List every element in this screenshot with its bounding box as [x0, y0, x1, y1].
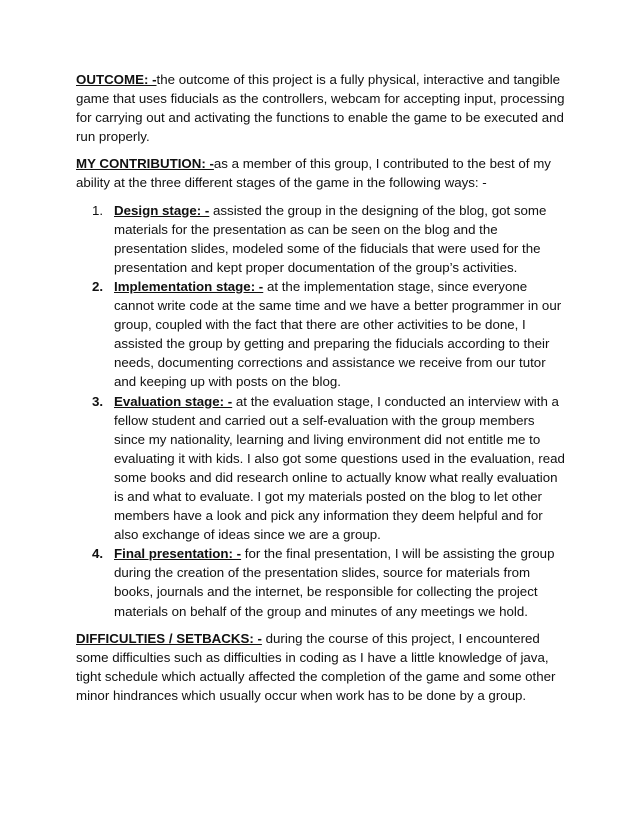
implementation-stage-heading: Implementation stage: - — [114, 278, 264, 294]
list-number: 4. — [92, 546, 104, 562]
final-presentation-heading: Final presentation: - — [114, 546, 242, 562]
design-stage-text: assisted the group in the designing of the blog, got some materials for the presentation as can be seen on the blog and the presentation slides, modeled some of the fiducials that were used for the presentation and kept proper documentation of the group’s activities. — [114, 202, 547, 275]
document-body — [76, 70, 568, 713]
list-item-final-presentation — [76, 544, 568, 620]
contribution-heading: MY CONTRIBUTION: - — [76, 156, 214, 172]
design-stage-heading: Design stage: - — [114, 202, 210, 218]
evaluation-stage-heading: Evaluation stage: - — [114, 393, 233, 409]
list-item-evaluation-stage — [76, 392, 568, 545]
list-number: 2. — [92, 278, 104, 294]
list-number: 3. — [92, 393, 104, 409]
difficulties-text: during the course of this project, I encountered some difficulties such as difficulties in coding as I have a little knowledge of java, tight schedule which actually affected the completion of the game and some other minor hindrances which usually occur when work has to be done by a group. — [76, 630, 556, 703]
evaluation-stage-text: at the evaluation stage, I conducted an interview with a fellow student and carried out a self-evaluation with the group members since my nationality, learning and living environment did not entitle me to evaluating it with kids. I also got some questions used in the evaluation, read some books and did research online to actually know what really evaluation is and what to evaluate. I got my materials posted on the blog to let other members have a look and pick any information they deem helpful and for also exchange of ideas since we are a group. — [114, 393, 565, 543]
outcome-paragraph — [76, 70, 568, 146]
difficulties-paragraph — [76, 629, 568, 705]
implementation-stage-text: at the implementation stage, since everyone cannot write code at the same time and we have a better programmer in our group, coupled with the fact that there are other activities to be done, I assisted the group by getting and preparing the fiducials according to their needs, documenting corrections and assistance we receive from our tutor and keeping up with posts on the blog. — [114, 278, 562, 390]
list-item-implementation-stage — [76, 277, 568, 392]
outcome-text: the outcome of this project is a fully physical, interactive and tangible game that uses fiducials as the controllers, webcam for accepting input, processing for carrying out and activating the functions to enable the game to be executed and run properly. — [76, 72, 565, 145]
final-presentation-text: for the final presentation, I will be assisting the group during the creation of the presentation slides, source for materials from books, journals and the internet, be responsible for collecting the project materials on behalf of the group and minutes of any meetings we hold. — [114, 546, 555, 619]
contribution-text: as a member of this group, I contributed to the best of my ability at the three different stages of the game in the following ways: - — [76, 156, 551, 191]
outcome-heading: OUTCOME: - — [76, 72, 157, 87]
difficulties-heading: DIFFICULTIES / SETBACKS: - — [76, 630, 262, 646]
list-number: 1. — [92, 202, 104, 218]
contribution-list — [76, 201, 568, 621]
contribution-paragraph — [76, 154, 568, 192]
list-item-design-stage — [76, 201, 568, 277]
